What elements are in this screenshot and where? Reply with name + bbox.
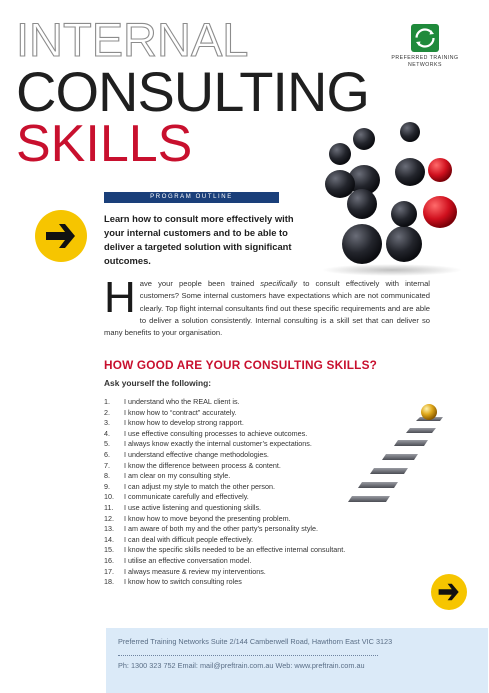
list-item-text: I use effective consulting processes to achieve outcomes. [124, 428, 308, 438]
list-item-number: 17. [104, 566, 114, 576]
drop-cap: H [104, 273, 136, 322]
body-paragraph [104, 273, 430, 339]
list-item [104, 461, 345, 472]
title-line-skills: SKILLS [16, 115, 193, 173]
list-item [104, 492, 345, 503]
program-outline-bar: PROGRAM OUTLINE [104, 192, 279, 203]
paragraph-text-end: to consult effectively with internal customers? Some internal customers have expectations which are not communicated clearly. Top flight internal consultants find out these specific requirements and are able to deliver a solution consistently. Internal consulting is a skill set that can deliver so many benefits to your organisation. [104, 279, 430, 338]
list-item [104, 482, 345, 493]
list-item [104, 524, 345, 535]
list-item-text: I utilise an effective conversation model. [124, 555, 252, 565]
list-item-number: 7. [104, 460, 110, 470]
title-line-internal: INTERNAL [16, 13, 249, 66]
list-item-number: 2. [104, 407, 110, 417]
list-item [104, 503, 345, 514]
list-item-text: I know the specific skills needed to be an effective internal consultant. [124, 545, 346, 555]
list-item [104, 535, 345, 546]
list-item-number: 3. [104, 418, 110, 428]
list-item [104, 577, 345, 588]
list-item-number: 18. [104, 577, 114, 587]
list-item-text: I know how to move beyond the presenting problem. [124, 513, 291, 523]
list-item-text: I always measure & review my interventions. [124, 566, 266, 576]
right-arrow-icon [431, 574, 467, 610]
list-item [104, 450, 345, 461]
list-item-text: I understand who the REAL client is. [124, 397, 240, 406]
people-group-illustration [322, 112, 482, 277]
logo-name-line2: NETWORKS [408, 61, 442, 68]
list-item-text: I know the difference between process & content. [124, 460, 281, 470]
right-arrow-icon [35, 210, 87, 262]
list-item [104, 439, 345, 450]
list-item-number: 1. [104, 397, 110, 406]
title-line-consulting: CONSULTING [16, 60, 369, 123]
circular-arrows-icon [411, 24, 439, 52]
list-item-number: 10. [104, 492, 114, 502]
intro-text: Learn how to consult more effectively with your internal customers and to be able to deliver a targeted solution with significant outcomes. [104, 213, 294, 266]
list-item-number: 11. [104, 502, 114, 512]
list-item-text: I understand effective change methodologies. [124, 449, 269, 459]
list-item-text: I know how to “contract” accurately. [124, 407, 237, 417]
company-logo [384, 24, 466, 69]
list-item-number: 4. [104, 428, 110, 438]
question-heading: HOW GOOD ARE YOUR CONSULTING SKILLS? [104, 358, 378, 372]
list-item-text: I use active listening and questioning skills. [124, 502, 262, 512]
list-item-text: I can deal with difficult people effectively. [124, 534, 254, 544]
list-item-number: 13. [104, 524, 114, 534]
list-item [104, 408, 345, 419]
list-item-text: I communicate carefully and effectively. [124, 492, 249, 502]
list-item [104, 556, 345, 567]
list-item-text: I am aware of both my and the other party’s personality style. [124, 524, 319, 534]
paragraph-emphasis: specifically [260, 279, 297, 288]
footer-contact: Ph: 1300 323 752 Email: mail@preftrain.com.au Web: www.preftrain.com.au [118, 661, 365, 670]
list-item-number: 15. [104, 545, 114, 555]
logo-name [384, 55, 466, 69]
list-item [104, 514, 345, 525]
ask-yourself-label: Ask yourself the following: [104, 378, 212, 388]
list-item-number: 16. [104, 555, 114, 565]
list-item [104, 418, 345, 429]
list-item-number: 6. [104, 449, 110, 459]
list-item-number: 8. [104, 471, 110, 481]
list-item-text: I know how to switch consulting roles [124, 577, 242, 587]
footer [106, 628, 488, 693]
figure-front-center [342, 189, 382, 264]
list-item [104, 429, 345, 440]
footer-divider [118, 655, 378, 656]
list-item-text: I can adjust my style to match the other person. [124, 481, 276, 491]
gold-ball [421, 404, 437, 420]
figure-front-right [386, 201, 422, 262]
figure-red [423, 158, 457, 228]
list-item-number: 14. [104, 534, 114, 544]
footer-address: Preferred Training Networks Suite 2/144 Camberwell Road, Hawthorn East VIC 3123 [118, 637, 393, 646]
list-item [104, 567, 345, 578]
figure-back-right [395, 122, 425, 186]
list-item-text: I am clear on my consulting style. [124, 471, 231, 481]
list-item-number: 12. [104, 513, 114, 523]
list-item-number: 5. [104, 439, 110, 449]
list-item-text: I always know exactly the internal customer’s expectations. [124, 439, 312, 449]
list-item-number: 9. [104, 481, 110, 491]
stair-steps [348, 417, 443, 502]
list-item [104, 471, 345, 482]
figure-front-left [325, 143, 355, 198]
paragraph-text-start: ave your people been trained [139, 279, 261, 288]
list-item [104, 545, 345, 556]
logo-name-line1: PREFERRED TRAINING [391, 55, 459, 61]
list-item [104, 397, 345, 408]
staircase-illustration [328, 402, 478, 512]
list-item-text: I know how to develop strong rapport. [124, 418, 244, 428]
skills-checklist [104, 397, 345, 588]
